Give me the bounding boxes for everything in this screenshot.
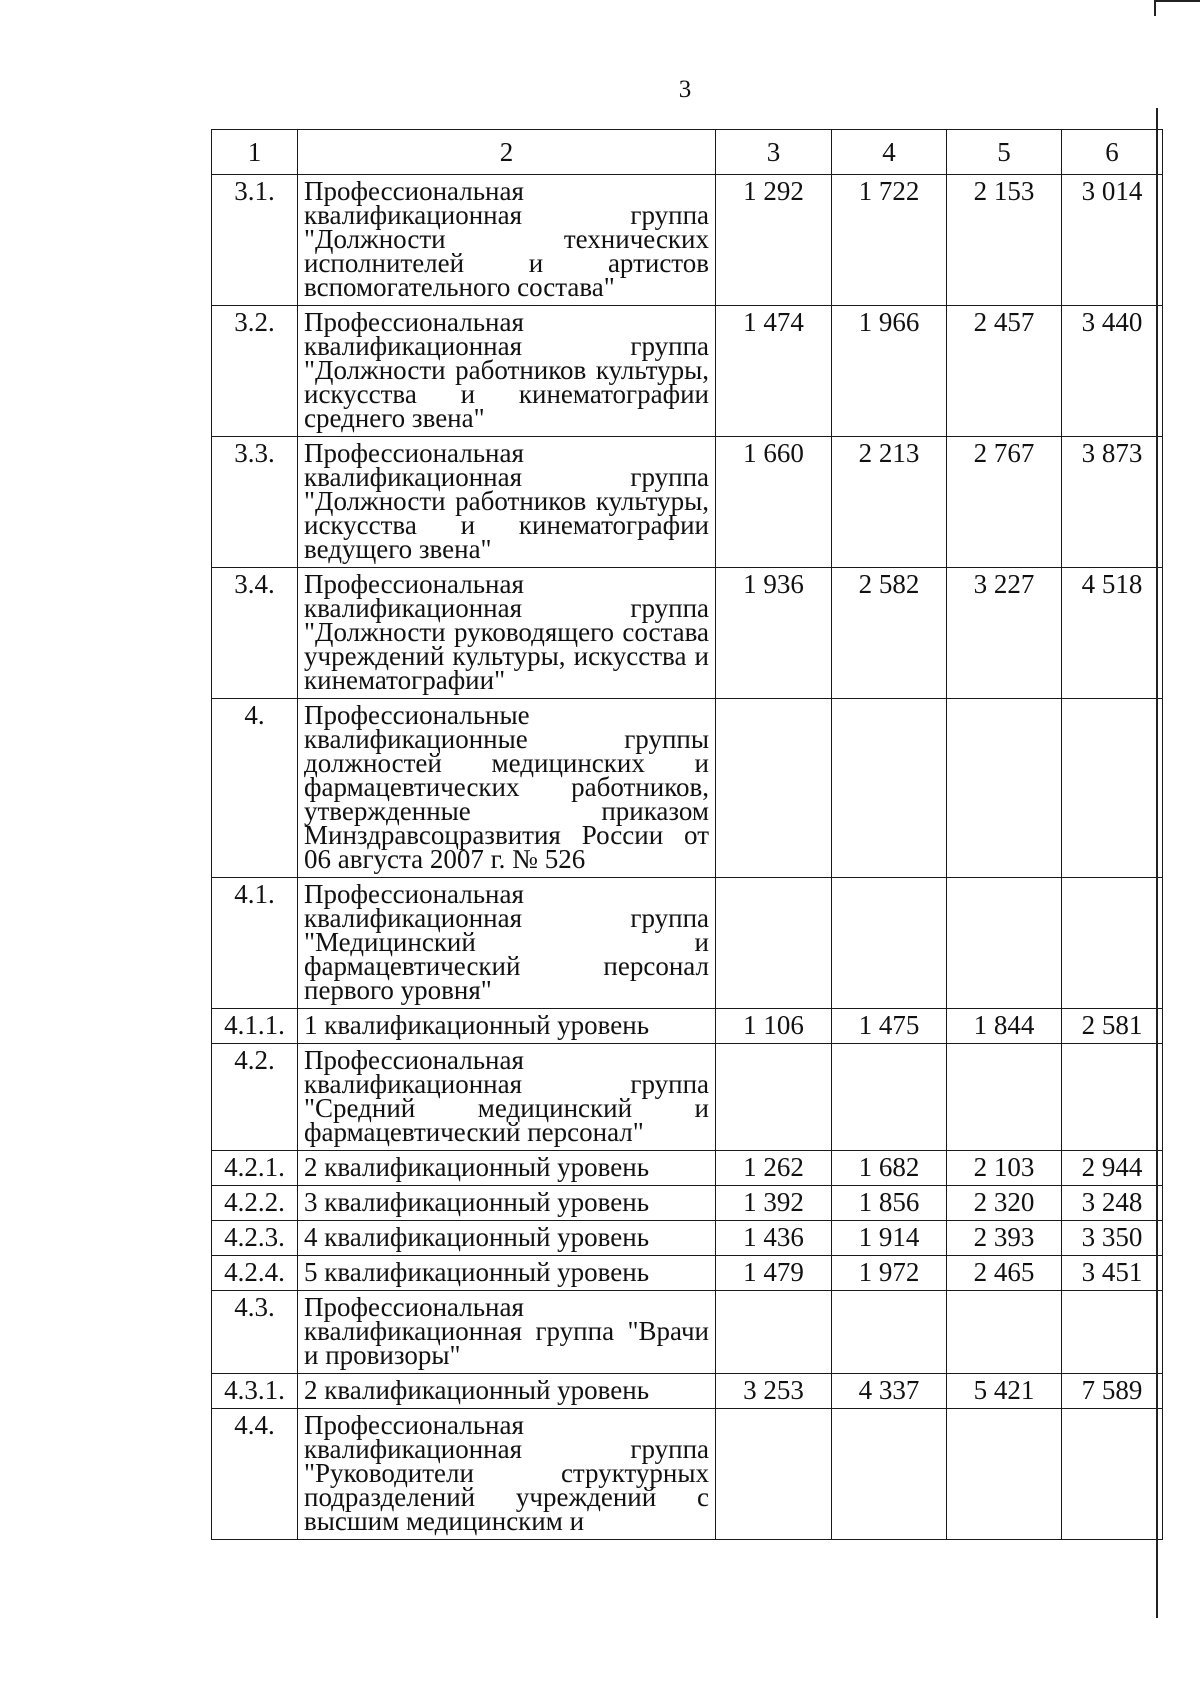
value-col5-cell — [947, 699, 1062, 878]
row-number-cell: 4.2.2. — [212, 1186, 298, 1221]
table-row — [212, 1151, 1163, 1186]
value-col6-cell: 3 014 — [1062, 175, 1163, 306]
value-col3-cell: 1 479 — [716, 1256, 832, 1291]
row-name-cell: Профессиональная квалификационная группа "Врачи и провизоры" — [298, 1291, 716, 1374]
table-body — [212, 130, 1163, 1540]
column-header: 2 — [298, 130, 716, 175]
value-col4-cell: 1 682 — [832, 1151, 947, 1186]
table-header-row — [212, 130, 1163, 175]
value-col3-cell — [716, 1291, 832, 1374]
value-col5-cell: 3 227 — [947, 568, 1062, 699]
column-header: 6 — [1062, 130, 1163, 175]
value-col6-cell: 3 440 — [1062, 306, 1163, 437]
value-col3-cell: 1 106 — [716, 1009, 832, 1044]
value-col5-cell: 2 767 — [947, 437, 1062, 568]
page-number: 3 — [678, 76, 692, 103]
row-number-cell: 4. — [212, 699, 298, 878]
row-number-cell: 3.3. — [212, 437, 298, 568]
row-number-cell: 4.2.3. — [212, 1221, 298, 1256]
row-name-cell: Профессиональная квалификационная группа "Должности технических исполнителей и артистов вспомогательного состава" — [298, 175, 716, 306]
table-row — [212, 568, 1163, 699]
table-row — [212, 1291, 1163, 1374]
value-col3-cell — [716, 878, 832, 1009]
salary-table — [211, 129, 1163, 1540]
value-col4-cell: 1 856 — [832, 1186, 947, 1221]
row-name-cell: Профессиональная квалификационная группа "Должности работников культуры, искусства и кинематографии среднего звена" — [298, 306, 716, 437]
value-col4-cell: 2 213 — [832, 437, 947, 568]
value-col5-cell: 2 153 — [947, 175, 1062, 306]
value-col6-cell — [1062, 699, 1163, 878]
value-col5-cell: 2 465 — [947, 1256, 1062, 1291]
value-col4-cell: 1 972 — [832, 1256, 947, 1291]
value-col5-cell — [947, 1409, 1062, 1540]
value-col6-cell: 2 581 — [1062, 1009, 1163, 1044]
value-col3-cell: 1 392 — [716, 1186, 832, 1221]
row-name-cell: 4 квалификационный уровень — [298, 1221, 716, 1256]
row-number-cell: 3.1. — [212, 175, 298, 306]
row-name-cell: 3 квалификационный уровень — [298, 1186, 716, 1221]
row-name-cell: Профессиональная квалификационная группа "Должности работников культуры, искусства и кинематографии ведущего звена" — [298, 437, 716, 568]
value-col6-cell: 4 518 — [1062, 568, 1163, 699]
table-row — [212, 1374, 1163, 1409]
row-name-cell: Профессиональная квалификационная группа "Руководители структурных подразделений учреждений с высшим медицинским и — [298, 1409, 716, 1540]
value-col4-cell — [832, 1044, 947, 1151]
value-col5-cell: 2 457 — [947, 306, 1062, 437]
value-col3-cell — [716, 699, 832, 878]
row-number-cell: 4.3. — [212, 1291, 298, 1374]
row-number-cell: 4.1.1. — [212, 1009, 298, 1044]
row-name-cell: Профессиональная квалификационная группа "Средний медицинский и фармацевтический персонал" — [298, 1044, 716, 1151]
value-col3-cell: 1 474 — [716, 306, 832, 437]
row-number-cell: 4.3.1. — [212, 1374, 298, 1409]
value-col4-cell: 2 582 — [832, 568, 947, 699]
value-col6-cell — [1062, 1409, 1163, 1540]
table-row — [212, 306, 1163, 437]
value-col4-cell: 4 337 — [832, 1374, 947, 1409]
value-col6-cell: 3 451 — [1062, 1256, 1163, 1291]
table-row — [212, 878, 1163, 1009]
value-col4-cell — [832, 1291, 947, 1374]
value-col3-cell: 1 292 — [716, 175, 832, 306]
scan-border-line — [1154, 0, 1156, 16]
value-col5-cell — [947, 878, 1062, 1009]
value-col4-cell: 1 475 — [832, 1009, 947, 1044]
value-col3-cell — [716, 1044, 832, 1151]
value-col6-cell: 3 248 — [1062, 1186, 1163, 1221]
value-col6-cell: 2 944 — [1062, 1151, 1163, 1186]
value-col5-cell: 2 320 — [947, 1186, 1062, 1221]
value-col6-cell: 7 589 — [1062, 1374, 1163, 1409]
table-row — [212, 175, 1163, 306]
value-col5-cell — [947, 1291, 1062, 1374]
row-name-cell: 1 квалификационный уровень — [298, 1009, 716, 1044]
scan-border-line — [1155, 0, 1200, 2]
value-col6-cell: 3 350 — [1062, 1221, 1163, 1256]
value-col4-cell: 1 722 — [832, 175, 947, 306]
value-col5-cell: 1 844 — [947, 1009, 1062, 1044]
value-col5-cell: 5 421 — [947, 1374, 1062, 1409]
table-row — [212, 1186, 1163, 1221]
column-header: 3 — [716, 130, 832, 175]
value-col4-cell — [832, 1409, 947, 1540]
column-header: 4 — [832, 130, 947, 175]
row-number-cell: 3.4. — [212, 568, 298, 699]
value-col3-cell: 1 936 — [716, 568, 832, 699]
value-col3-cell — [716, 1409, 832, 1540]
table-row — [212, 437, 1163, 568]
row-number-cell: 4.2.1. — [212, 1151, 298, 1186]
table-row — [212, 1256, 1163, 1291]
column-header: 1 — [212, 130, 298, 175]
row-name-cell: 2 квалификационный уровень — [298, 1151, 716, 1186]
column-header: 5 — [947, 130, 1062, 175]
table-row — [212, 699, 1163, 878]
table-row — [212, 1009, 1163, 1044]
row-name-cell: Профессиональные квалификационные группы должностей медицинских и фармацевтических работников, утвержденные приказом Минздравсоцразвития России от 06 августа 2007 г. № 526 — [298, 699, 716, 878]
row-number-cell: 4.4. — [212, 1409, 298, 1540]
row-number-cell: 3.2. — [212, 306, 298, 437]
value-col4-cell: 1 914 — [832, 1221, 947, 1256]
row-number-cell: 4.2.4. — [212, 1256, 298, 1291]
value-col5-cell — [947, 1044, 1062, 1151]
value-col3-cell: 1 660 — [716, 437, 832, 568]
value-col5-cell: 2 103 — [947, 1151, 1062, 1186]
row-number-cell: 4.1. — [212, 878, 298, 1009]
value-col4-cell — [832, 699, 947, 878]
row-name-cell: 2 квалификационный уровень — [298, 1374, 716, 1409]
row-name-cell: 5 квалификационный уровень — [298, 1256, 716, 1291]
table-row — [212, 1409, 1163, 1540]
value-col5-cell: 2 393 — [947, 1221, 1062, 1256]
value-col4-cell — [832, 878, 947, 1009]
value-col3-cell: 1 262 — [716, 1151, 832, 1186]
row-number-cell: 4.2. — [212, 1044, 298, 1151]
value-col3-cell: 3 253 — [716, 1374, 832, 1409]
value-col6-cell — [1062, 1291, 1163, 1374]
table-row — [212, 1221, 1163, 1256]
value-col6-cell — [1062, 878, 1163, 1009]
value-col6-cell: 3 873 — [1062, 437, 1163, 568]
value-col6-cell — [1062, 1044, 1163, 1151]
table-row — [212, 1044, 1163, 1151]
row-name-cell: Профессиональная квалификационная группа "Должности руководящего состава учреждений культуры, искусства и кинематографии" — [298, 568, 716, 699]
scan-border-line — [1156, 108, 1158, 1618]
value-col3-cell: 1 436 — [716, 1221, 832, 1256]
row-name-cell: Профессиональная квалификационная группа "Медицинский и фармацевтический персонал первого уровня" — [298, 878, 716, 1009]
value-col4-cell: 1 966 — [832, 306, 947, 437]
